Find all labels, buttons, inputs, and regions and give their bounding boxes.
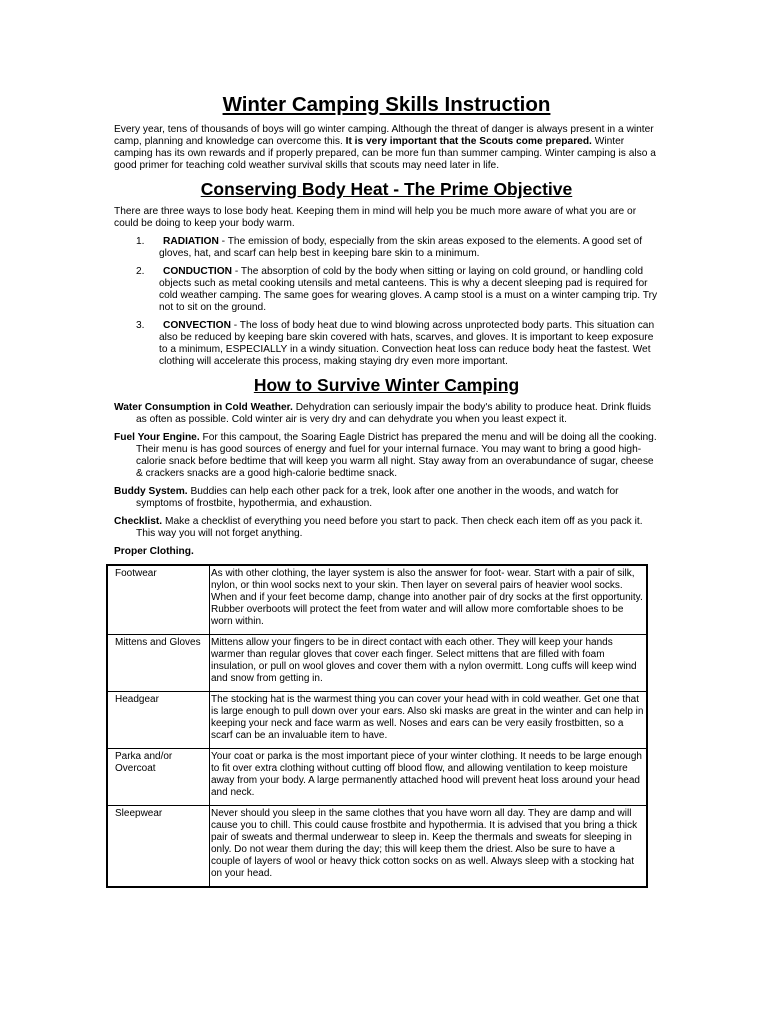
heat-section-heading: Conserving Body Heat - The Prime Objective [200, 179, 573, 199]
tip-label: Water Consumption in Cold Weather. [114, 402, 293, 413]
clothing-item: Mittens and Gloves [107, 635, 210, 692]
table-row [107, 565, 647, 635]
clothing-table [106, 564, 648, 888]
intro-emphasis: It is very important that the Scouts come prepared. [345, 136, 592, 147]
tip-text: Dehydration can seriously impair the body's ability to produce heat. Drink fluids as often as possible. Cold winter air is very dry and can dehydrate you when you least expect it. [136, 402, 651, 425]
list-number: 3. [136, 320, 145, 331]
list-text: - The emission of body, especially from the skin areas exposed to the elements. A good set of gloves, hat, and scarf can help best in keeping bare skin to a minimum. [159, 236, 643, 259]
heat-loss-item-radiation [114, 236, 659, 260]
clothing-item: Parka and/or Overcoat [107, 749, 210, 806]
tip-label: Buddy System. [114, 486, 188, 497]
tip-text: For this campout, the Soaring Eagle District has prepared the menu and will be doing all the cooking. Their menu is has good sources of energy and fuel for your internal furnace. You may want to bring a good high-calorie snack before bedtime that will keep you warm all night. Stay away from an overabundance of sugar, cheese & crackers snacks are a good high-calorie bedtime snack. [136, 432, 657, 479]
list-term: CONDUCTION [163, 266, 233, 277]
table-row [107, 635, 647, 692]
tip-label: Fuel Your Engine. [114, 432, 200, 443]
tip-water [114, 402, 659, 426]
list-term: CONVECTION [163, 320, 231, 331]
tip-checklist [114, 516, 659, 540]
clothing-item: Sleepwear [107, 806, 210, 888]
list-text: - The loss of body heat due to wind blowing across unprotected body parts. This situation can also be reduced by keeping bare skin covered with hats, scarves, and gloves. It is important to keep exposure to a minimum, ESPECIALLY in a windy situation. Convection heat loss can reduce body heat the fastest. Wet clothing will accelerate this process, making staying dry even more important. [159, 320, 655, 367]
heat-loss-item-convection [114, 320, 659, 368]
tip-text: Buddies can help each other pack for a trek, look after one another in the woods, and watch for symptoms of frostbite, hypothermia, and exhaustion. [136, 486, 619, 509]
list-term: RADIATION [163, 236, 219, 247]
clothing-description: Mittens allow your fingers to be in direct contact with each other. They will keep your hands warmer than regular gloves that cover each finger. Select mittens that are filled with foam insulation, or pull on wool gloves and cover them with a nylon overmitt. Long cuffs will keep wind and snow from getting in. [210, 635, 648, 692]
clothing-title: Proper Clothing. [114, 546, 194, 557]
list-text: - The absorption of cold by the body when sitting or laying on cold ground, or handling cold objects such as metal cooking utensils and metal canteens. This is why a decent sleeping pad is required for cold weather camping. The same goes for wearing gloves. A camp stool is a must on a winter camping trip. Try not to sit on the ground. [159, 266, 658, 313]
table-row [107, 749, 647, 806]
tip-label: Checklist. [114, 516, 163, 527]
intro-text-after: Winter camping has its own rewards and if properly prepared, can be more fun than summer camping. Winter camping is also a good primer for teaching cold weather survival skills that scouts may need later in life. [114, 136, 656, 171]
heat-loss-item-conduction [114, 266, 659, 314]
tip-fuel [114, 432, 659, 480]
clothing-description: Your coat or parka is the most important piece of your winter clothing. It needs to be large enough to fit over extra clothing without cutting off blood flow, and allowing ventilation to keep moisture away from your body. A large permanently attached hood will prevent heat loss around your head and neck. [210, 749, 648, 806]
list-number: 2. [136, 266, 145, 277]
intro-paragraph [114, 124, 659, 172]
clothing-description: As with other clothing, the layer system is also the answer for foot- wear. Start with a pair of silk, nylon, or thin wool socks next to your skin. Then layer on several pairs of heavier wool socks. When and if your feet become damp, change into another pair of dry socks at the first opportunity. Rubber overboots will protect the feet from water and will allow more comfortable shoes to be worn within. [210, 565, 648, 635]
intro-text-before: Every year, tens of thousands of boys will go winter camping. Although the threat of danger is always present in a winter camp, planning and knowledge can overcome this. [114, 124, 654, 147]
document-page [114, 92, 659, 888]
survive-section-heading: How to Survive Winter Camping [253, 375, 520, 395]
list-number: 1. [136, 236, 145, 247]
clothing-item: Footwear [107, 565, 210, 635]
heat-section-intro: There are three ways to lose body heat. Keeping them in mind will help you be much more aware of what you are or could be doing to keep your body warm. [114, 206, 637, 229]
clothing-item: Headgear [107, 692, 210, 749]
tip-buddy [114, 486, 659, 510]
table-row [107, 806, 647, 888]
clothing-description: The stocking hat is the warmest thing you can cover your head with in cold weather. Get one that is large enough to pull down over your ears. Also ski masks are great in the winter and can help in keeping your neck and face warm as well. Noses and ears can be very easily frostbitten, so a scarf can be an invaluable item to have. [210, 692, 648, 749]
document-title: Winter Camping Skills Instruction [222, 93, 551, 116]
tip-text: Make a checklist of everything you need before you start to pack. Then check each item off as you pack it. This way you will not forget anything. [136, 516, 643, 539]
clothing-description: Never should you sleep in the same clothes that you have worn all day. They are damp and will cause you to chill. This could cause frostbite and hypothermia. It is advised that you bring a thick pair of sweats and thermal underwear to sleep in. Keep the thermals and sweats for sleeping in only. Do not wear them during the day; this will keep them the driest. Also be sure to have a couple of layers of wool or heavy thick cotton socks on as well. Always sleep with a stocking hat on your head. [210, 806, 648, 888]
heat-loss-list [114, 236, 659, 368]
table-row [107, 692, 647, 749]
